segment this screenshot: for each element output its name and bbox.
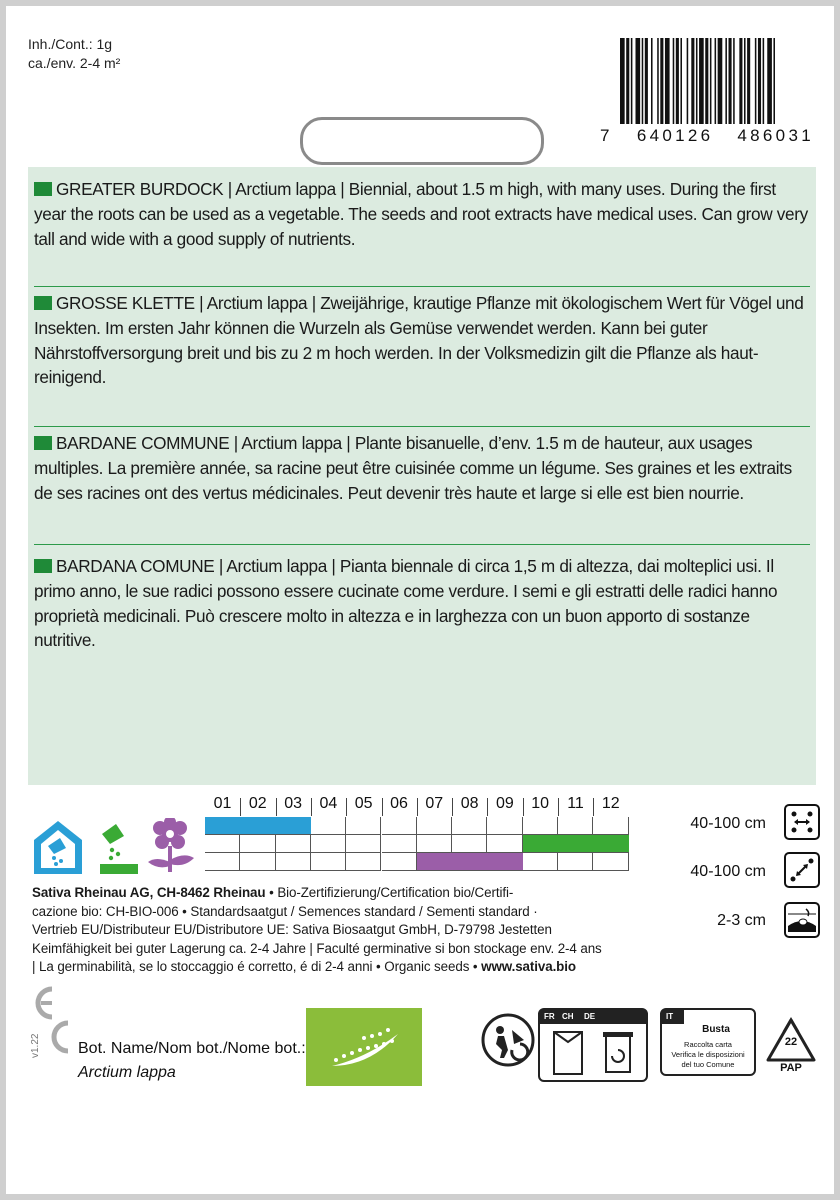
calendar-cell — [205, 853, 240, 871]
barcode-bar — [755, 38, 757, 124]
month-label: 05 — [354, 795, 373, 812]
calendar-cell — [382, 817, 417, 835]
barcode-bar — [729, 38, 732, 124]
plant-spacing-label: 40-100 cm — [690, 863, 766, 880]
outdoor-sowing-bar — [523, 835, 558, 852]
activity-icons — [32, 818, 202, 883]
sowing-depth-label: 2-3 cm — [717, 912, 766, 929]
month-divider — [311, 798, 312, 816]
calendar-cell — [593, 817, 628, 835]
barcode-bar — [696, 38, 698, 124]
calendar-cell — [417, 835, 452, 853]
month-divider — [593, 798, 594, 816]
calendar-cell — [346, 835, 381, 853]
calendar-cell — [276, 853, 311, 871]
month-label: 08 — [460, 795, 479, 812]
calendar-cell — [558, 853, 593, 871]
harvest-bar — [417, 853, 452, 870]
month-label: 01 — [213, 795, 232, 812]
description-fr: BARDANE COMMUNE | Arctium lappa | Plante bisanuelle, d’env. 1.5 m de hauteur, aux usages multiples. La première année, sa racine peut être cuisinée comme un légume. Ses graines et les extraits de ses racines ont des vertus médicinales. Peut devenir très haute et large si elle est bien nourrie. — [34, 433, 792, 503]
description-de: GROSSE KLETTE | Arctium lappa | Zweijährige, krautige Pflanze mit ökologischem Wert für Vögel und Insekten. Im ersten Jahr können die Wurzeln als Gemüse verwendet werden. Kann bei guter Nährstoffversorgung breit und bis zu 2 m hoch werden. In der Volksmedizin gilt die Pflanze als haut-reinigend. — [34, 293, 804, 388]
calendar-cell — [240, 835, 275, 853]
row-spacing-icon — [784, 804, 820, 840]
italy-disposal-label: IT Busta Raccolta carta Verifica le disposizioni del tuo Comune — [660, 1008, 756, 1076]
coverage-area: ca./env. 2-4 m² — [28, 55, 121, 71]
company-name: Sativa Rheinau AG, CH-8462 Rheinau — [32, 885, 266, 900]
content-amount: Inh./Cont.: 1g — [28, 36, 113, 52]
version-label: v1.22 — [30, 1033, 41, 1058]
month-divider — [240, 798, 241, 816]
calendar-cell — [311, 853, 346, 871]
barcode-bar — [718, 38, 723, 124]
month-label: 06 — [390, 795, 408, 812]
hang-hole — [300, 117, 544, 165]
barcode-number: 7 640126 486031 — [600, 126, 814, 145]
outdoor-sowing-bar — [558, 835, 593, 852]
description-panel — [28, 167, 816, 785]
divider — [34, 544, 810, 545]
barcode-bar — [767, 38, 772, 124]
barcode-bar — [673, 38, 675, 124]
triman-recycling-icon — [478, 1010, 538, 1070]
month-label: 02 — [248, 795, 267, 812]
month-divider — [276, 798, 277, 816]
month-divider — [346, 798, 347, 816]
barcode-bar — [725, 38, 727, 124]
barcode-bar — [733, 38, 735, 124]
month-divider — [523, 798, 524, 816]
barcode-bar — [747, 38, 750, 124]
barcode-bar — [715, 38, 717, 124]
indoor-sowing-bar — [205, 817, 240, 834]
disposal-box: FR CH DE — [538, 1008, 648, 1082]
calendar-cell — [487, 835, 522, 853]
month-divider — [558, 798, 559, 816]
barcode-image — [620, 38, 818, 124]
botanical-name: Arctium lappa — [78, 1064, 176, 1081]
paper-envelope-icon — [548, 1028, 588, 1078]
calendar-cell — [311, 835, 346, 853]
calendar-cell — [593, 853, 628, 871]
barcode-bar — [710, 38, 712, 124]
indoor-sowing-bar — [276, 817, 311, 834]
calendar-cell — [417, 817, 452, 835]
month-label: 12 — [601, 795, 620, 812]
barcode-bar — [657, 38, 659, 124]
barcode-bar — [705, 38, 708, 124]
green-square-icon — [34, 559, 52, 573]
calendar-cell — [346, 817, 381, 835]
calendar-cell — [205, 835, 240, 853]
greenhouse-icon — [34, 821, 82, 874]
outdoor-sowing-icon — [100, 824, 138, 874]
barcode-bar — [758, 38, 761, 124]
month-divider — [382, 798, 383, 816]
eu-organic-logo — [306, 1008, 422, 1086]
pap-number: 22 — [784, 1036, 798, 1048]
green-square-icon — [34, 182, 52, 196]
month-label: 10 — [531, 795, 550, 812]
barcode-bar — [687, 38, 689, 124]
website-link[interactable]: www.sativa.bio — [481, 959, 576, 974]
calendar-cell — [240, 853, 275, 871]
harvest-bar — [487, 853, 522, 870]
calendar-cell — [311, 817, 346, 835]
outdoor-sowing-bar — [593, 835, 628, 852]
calendar-cell — [523, 853, 558, 871]
barcode-bar — [631, 38, 633, 124]
calendar-cell — [452, 817, 487, 835]
flower-icon — [148, 818, 194, 872]
month-divider — [417, 798, 418, 816]
harvest-bar — [452, 853, 487, 870]
calendar-cell — [382, 853, 417, 871]
description-it: BARDANA COMUNE | Arctium lappa | Pianta biennale di circa 1,5 m di altezza, dai molteplici usi. Il primo anno, le sue radici possono essere cucinate come verdure. I semi e gli estratti delle radici hanno proprietà medicinali. Può crescere molto in altezza e in larghezza con un buon apporto di sostanze nutritive. — [34, 556, 778, 651]
month-label: 11 — [567, 795, 584, 812]
plant-spacing-icon — [784, 852, 820, 888]
green-square-icon — [34, 436, 52, 450]
row-spacing-label: 40-100 cm — [690, 815, 766, 832]
legal-text: Sativa Rheinau AG, CH-8462 Rheinau • Bio-Zertifizierung/Certification bio/Certifi- cazione bio: CH-BIO-006 • Standardsaatgut / Semences standard / Sementi standard · Vertrieb EU/Distributeur EU/Distributore UE: Sativa Biosaatgut GmbH, D-79798 Jestetten Keimfähigkeit bei guter Lagerung ca. 2-4 Jahre | Faculté germinative si bon stockage env. 2-4 ans | La germinabilità, se lo stoccaggio é corretto, é di 2-4 anni • Organic seeds • www.sativa.bio — [32, 885, 602, 974]
month-label: 03 — [284, 795, 302, 812]
barcode-bar — [626, 38, 629, 124]
calendar-cell — [487, 817, 522, 835]
spacing-info — [660, 800, 820, 950]
description-en: GREATER BURDOCK | Arctium lappa | Biennial, about 1.5 m high, with many uses. During the first year the roots can be used as a vegetable. The seeds and root extracts have medical uses. Can grow very tall and wide with a good supply of nutrients. — [34, 179, 808, 249]
barcode-bar — [660, 38, 663, 124]
calendar-cell — [523, 817, 558, 835]
indoor-sowing-bar — [240, 817, 275, 834]
calendar-cell — [276, 835, 311, 853]
barcode-bar — [739, 38, 742, 124]
botanical-name-label: Bot. Name/Nom bot./Nome bot.: — [78, 1040, 306, 1057]
green-square-icon — [34, 296, 52, 310]
sowing-depth-icon — [784, 902, 820, 938]
month-label: 09 — [495, 795, 514, 812]
barcode-bar — [676, 38, 679, 124]
month-divider — [452, 798, 453, 816]
barcode-bar — [763, 38, 765, 124]
barcode-bar — [744, 38, 746, 124]
recycling-bin-icon — [598, 1028, 638, 1078]
calendar-cell — [382, 835, 417, 853]
month-divider — [487, 798, 488, 816]
barcode-bar — [773, 38, 775, 124]
barcode-bar — [665, 38, 670, 124]
divider — [34, 426, 810, 427]
calendar-cell — [452, 835, 487, 853]
calendar-cell — [346, 853, 381, 871]
month-label: 04 — [319, 795, 338, 812]
content-info — [28, 35, 120, 73]
barcode-bar — [651, 38, 653, 124]
barcode-bar — [642, 38, 644, 124]
barcode-bar — [645, 38, 648, 124]
barcode-bar — [691, 38, 694, 124]
divider — [34, 286, 810, 287]
barcode-bar — [620, 38, 625, 124]
pap-label: PAP — [780, 1062, 802, 1074]
barcode-bar — [680, 38, 682, 124]
barcode-bar — [636, 38, 641, 124]
calendar-cell — [558, 817, 593, 835]
barcode-bar — [699, 38, 704, 124]
month-label: 07 — [425, 795, 444, 812]
